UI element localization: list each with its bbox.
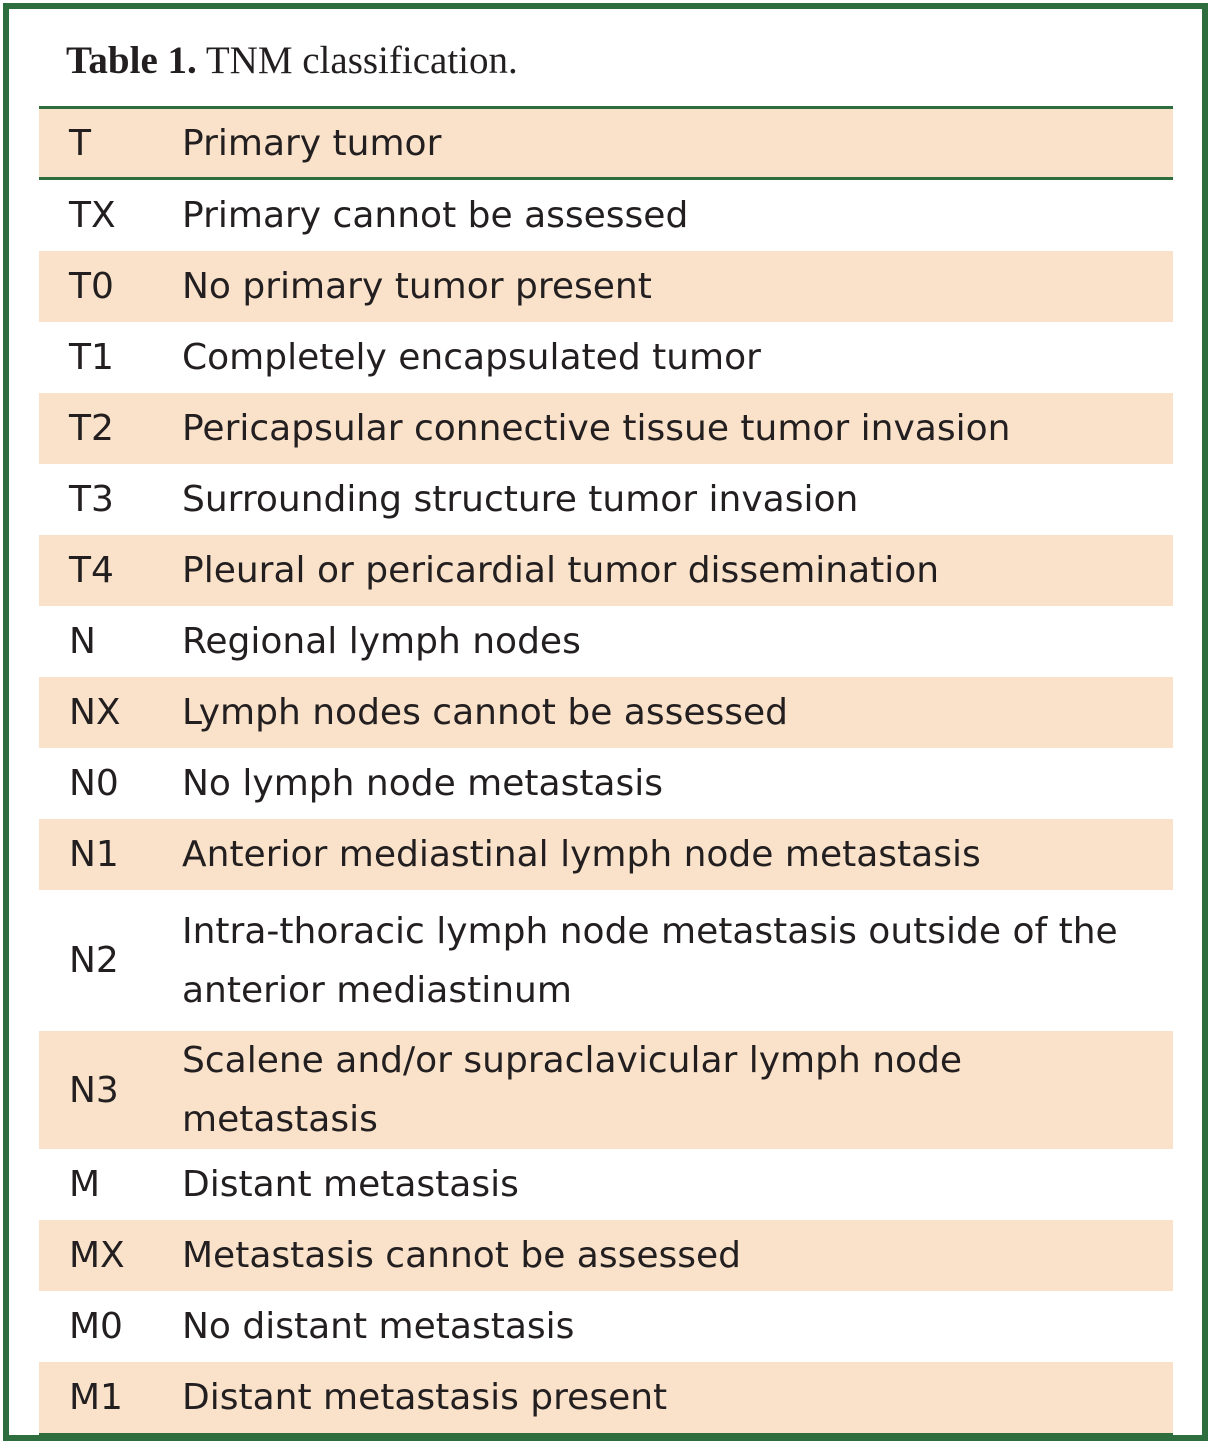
row-code: NX	[69, 692, 121, 733]
table-row	[39, 748, 1173, 819]
tnm-table	[39, 106, 1173, 1436]
row-description: Surrounding structure tumor invasion	[182, 479, 859, 520]
row-code: M1	[69, 1377, 123, 1418]
row-description: Lymph nodes cannot be assessed	[182, 692, 789, 733]
caption-text: TNM classification.	[205, 39, 518, 82]
row-code: T1	[69, 337, 114, 378]
row-description: Pericapsular connective tissue tumor invasion	[182, 408, 1011, 449]
row-description: Metastasis cannot be assessed	[182, 1235, 742, 1276]
table-row	[39, 322, 1173, 393]
row-code: N	[69, 621, 96, 662]
row-code: M0	[69, 1306, 123, 1347]
row-code: M	[69, 1164, 101, 1205]
table-row	[39, 1149, 1173, 1220]
table-row	[39, 890, 1173, 1031]
table-row	[39, 606, 1173, 677]
row-code: MX	[69, 1235, 125, 1276]
row-description: Completely encapsulated tumor	[182, 337, 761, 378]
row-code: N0	[69, 763, 119, 804]
row-code: T0	[69, 266, 114, 307]
table-row	[39, 1220, 1173, 1291]
table-row	[39, 819, 1173, 890]
caption-label: Table 1.	[66, 39, 197, 82]
table-row	[39, 677, 1173, 748]
row-description: Regional lymph nodes	[182, 621, 581, 662]
row-description: Distant metastasis	[182, 1164, 519, 1205]
row-description: Intra-thoracic lymph node metastasis outside of the anterior mediastinum	[182, 910, 1118, 1011]
row-description: Scalene and/or supraclavicular lymph node metastasis	[182, 1040, 963, 1140]
table-header-row	[39, 108, 1173, 179]
table-row	[39, 1362, 1173, 1435]
row-description: No primary tumor present	[182, 266, 652, 307]
row-code: N1	[69, 834, 119, 875]
table-row	[39, 393, 1173, 464]
row-description: No lymph node metastasis	[182, 763, 664, 804]
table-caption	[66, 38, 518, 83]
header-code: T	[69, 122, 91, 164]
row-description: Distant metastasis present	[182, 1377, 668, 1418]
row-code: T4	[69, 550, 114, 591]
row-description: Pleural or pericardial tumor dissemination	[182, 550, 940, 591]
table-row	[39, 1031, 1173, 1149]
table-row	[39, 179, 1173, 252]
table-row	[39, 1291, 1173, 1362]
row-description: Anterior mediastinal lymph node metastasis	[182, 834, 981, 875]
row-code: T2	[69, 408, 114, 449]
table-row	[39, 535, 1173, 606]
row-code: N3	[69, 1069, 119, 1111]
row-description: Primary cannot be assessed	[182, 195, 689, 236]
header-description: Primary tumor	[182, 122, 442, 164]
table-row	[39, 251, 1173, 322]
row-code: T3	[69, 479, 114, 520]
row-code: TX	[69, 195, 116, 236]
table-row	[39, 464, 1173, 535]
row-code: N2	[69, 940, 119, 981]
row-description: No distant metastasis	[182, 1306, 575, 1347]
